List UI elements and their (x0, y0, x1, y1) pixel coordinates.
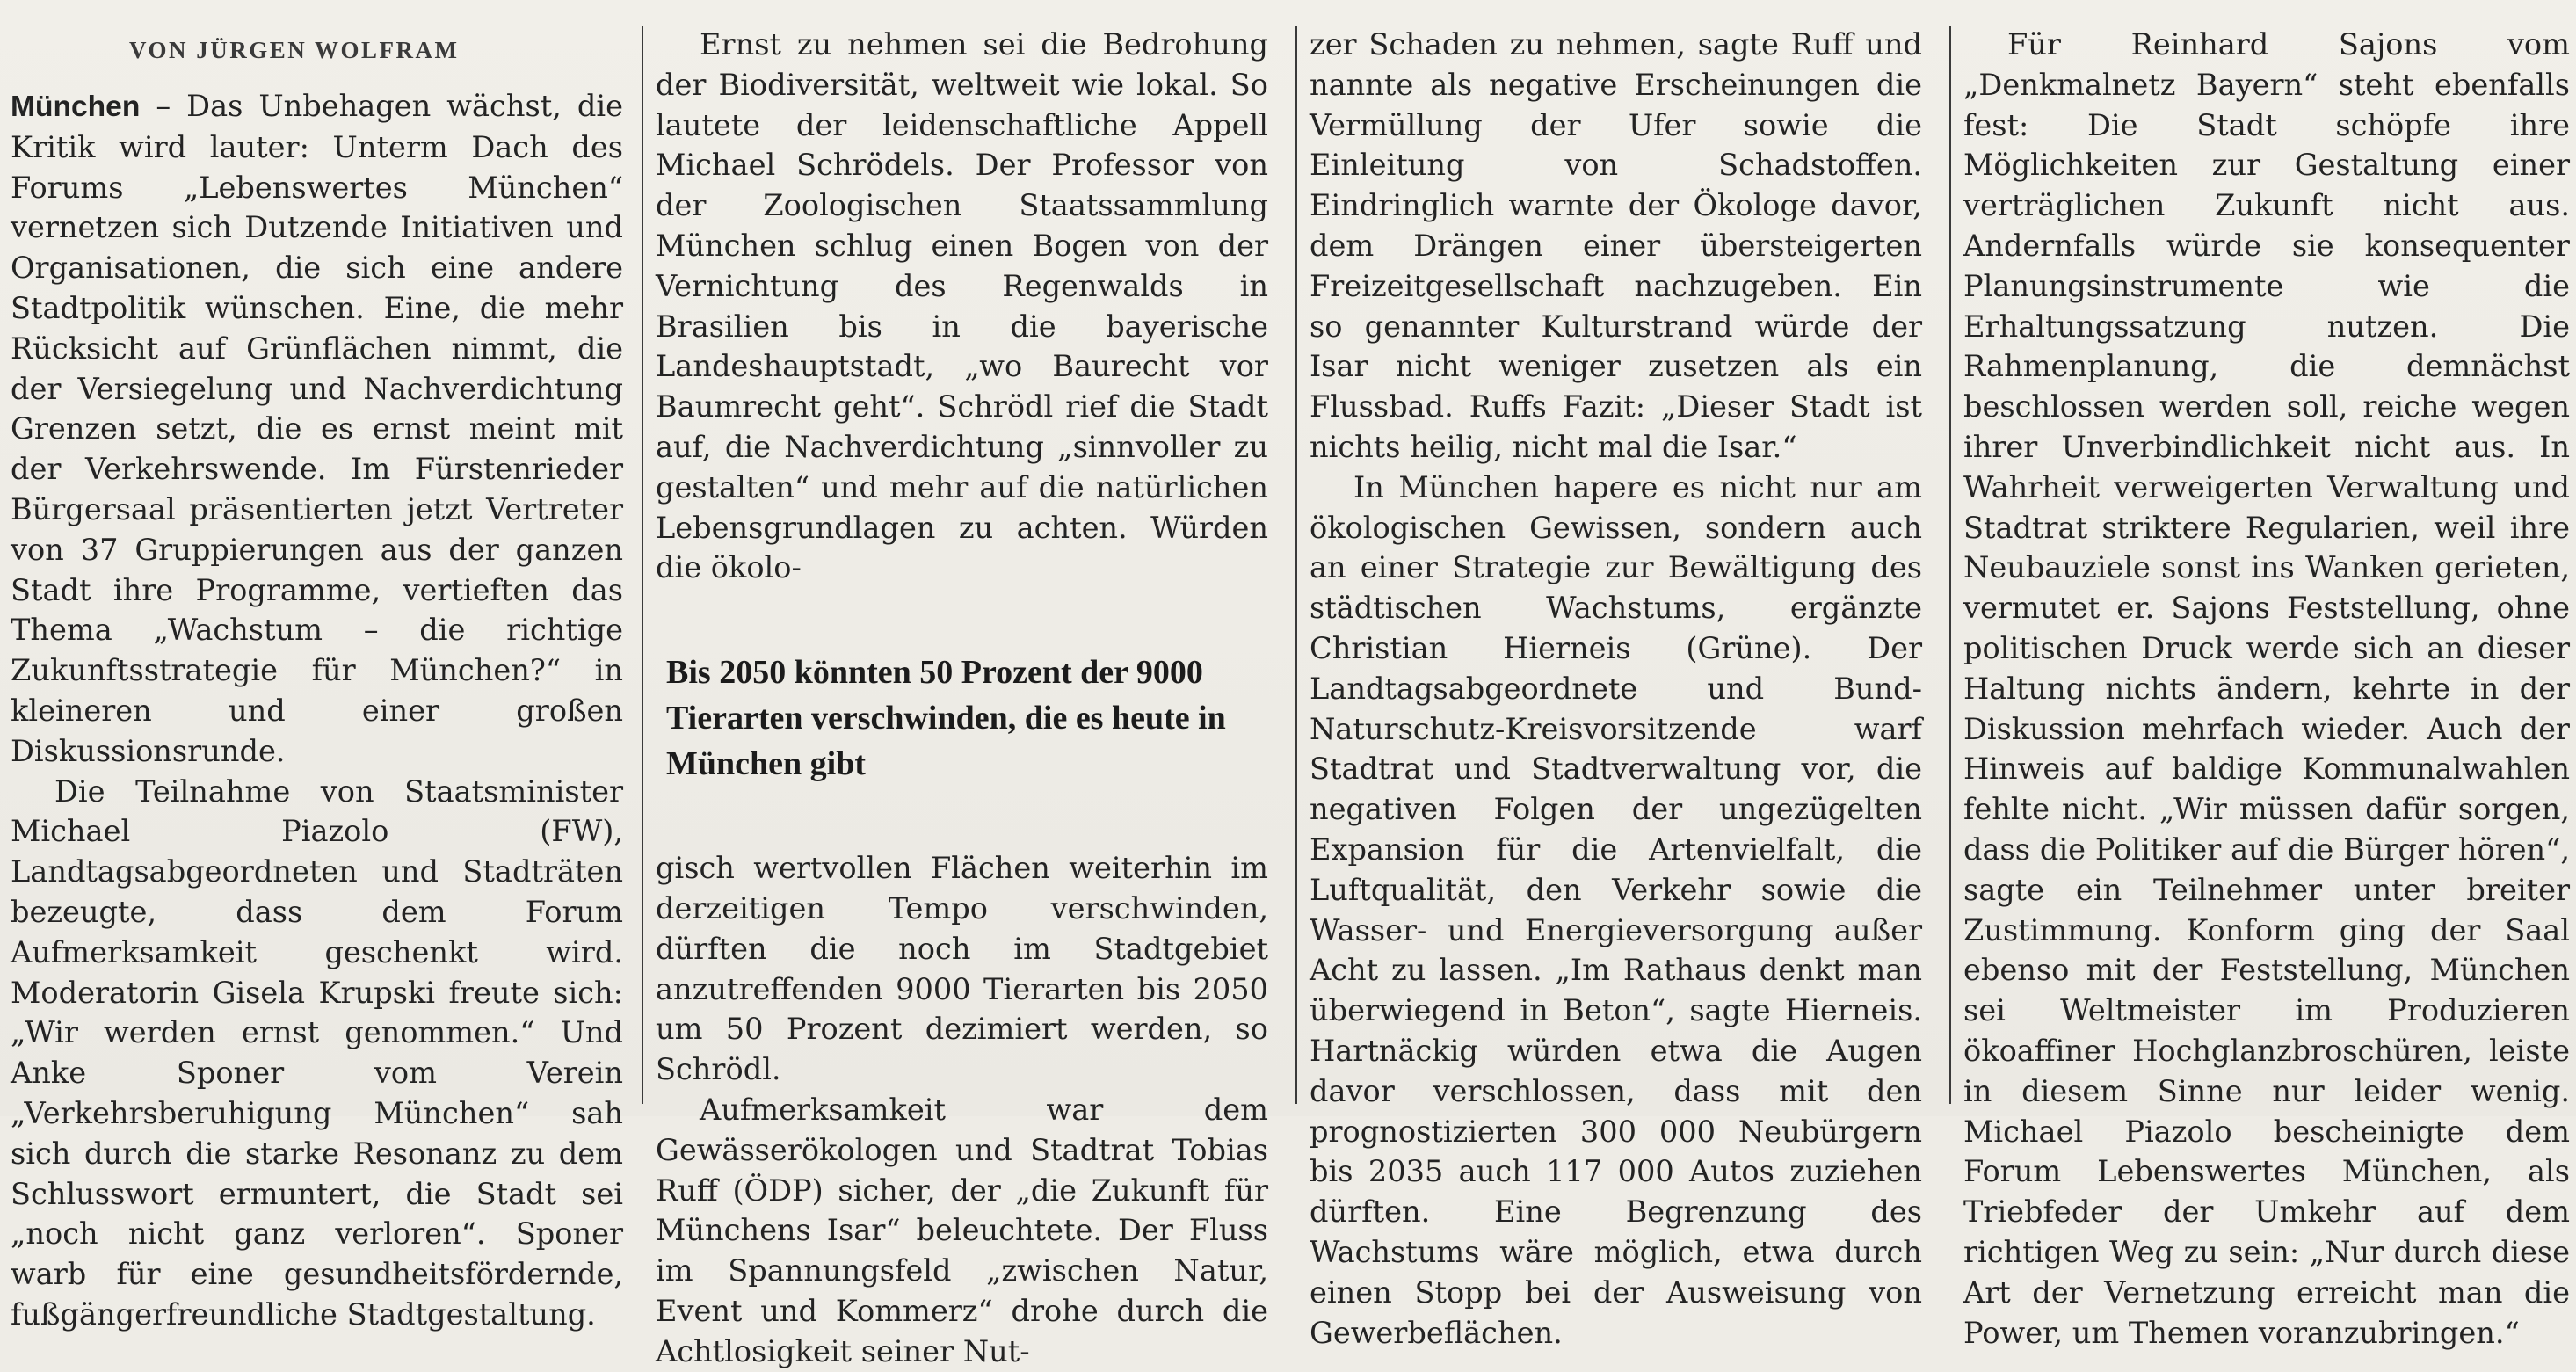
pull-quote-subhead: Bis 2050 könnten 50 Prozent der 9000 Tierarten verschwinden, die es heute in München gibt (666, 654, 1226, 783)
article-paragraph (11, 86, 623, 772)
article-paragraph: gisch wertvollen Flächen weiterhin im derzeitigen Tempo verschwinden, dürften die noch im Stadtgebiet anzutreffenden 9000 Tierarten bis 2050 um 50 Prozent dezimiert werden, so Schrödl. (656, 851, 1268, 1087)
byline: VON JÜRGEN WOLFRAM (129, 37, 460, 63)
article-paragraph: Ernst zu nehmen sei die Bedrohung der Biodiversität, weltweit wie lokal. So lautete der leidenschaftliche Appell Michael Schrödels. Der Professor von der Zoologischen Staatssammlung München schlug einen Bogen von der Vernichtung des Regenwalds in Brasilien bis in die bayerische Landeshauptstadt, „wo Baurecht vor Baumrecht geht“. Schrödl rief die Stadt auf, die Nachverdichtung „sinnvoller zu gestalten“ und mehr auf die natürlichen Lebensgrundlagen zu achten. Würden die ökolo- (656, 27, 1268, 585)
article-column-2 (656, 25, 1268, 1368)
dateline: München (11, 91, 141, 123)
article-paragraph: Die Teilnahme von Staatsminister Michael Piazolo (FW), Landtagsabgeordneten und Stadträten bezeugte, dass dem Forum Aufmerksamkeit geschenkt wird. Moderatorin Gisela Krupski freute sich: „Wir werden ernst genommen.“ Und Anke Sponer vom Verein „Verkehrsberuhigung München“ sah sich durch die starke Resonanz zu dem Schlusswort ermuntert, die Stadt sei „noch nicht ganz verloren“. Sponer warb für eine gesundheitsfördernde, fußgängerfreundliche Stadtgestaltung. (11, 773, 623, 1332)
paragraph-text: – Das Unbehagen wächst, die Kritik wird lauter: Unterm Dach des Forums „Lebenswertes München“ vernetzen sich Dutzende Initiativen und Organisationen, die sich eine andere Stadtpolitik wünschen. Eine, die mehr Rücksicht auf Grünflächen nimmt, die der Versiegelung und Nachverdichtung Grenzen setzt, die es ernst meint mit der Verkehrswende. Im Fürstenrieder Bürgersaal präsentierten jetzt Vertreter von 37 Gruppierungen aus der ganzen Stadt ihre Programme, vertieften das Thema „Wachstum – die richtige Zukunftsstrategie für München?“ in kleineren und einer großen Diskussionsrunde. (11, 89, 623, 768)
column-divider (1949, 26, 1951, 1104)
article-column-1 (11, 25, 623, 1332)
column-divider (642, 26, 643, 1104)
article-paragraph: Für Reinhard Sajons vom „Denkmalnetz Bayern“ steht ebenfalls fest: Die Stadt schöpfe ihre Möglichkeiten zur Gestaltung einer verträglichen Zukunft nicht aus. Andernfalls würde sie konsequenter Planungsinstrumente wie die Erhaltungssatzung nutzen. Die Rahmenplanung, die demnächst beschlossen werden soll, reiche wegen ihrer Unverbindlichkeit nicht aus. In Wahrheit verweigerten Verwaltung und Stadtrat striktere Regularien, weil ihre Neubauziele sonst ins Wanken gerieten, vermutet er. Sajons Feststellung, ohne politischen Druck werde sich an dieser Haltung nichts ändern, kehrte in der Diskussion mehrfach wieder. Auch der Hinweis auf baldige Kommunalwahlen fehlte nicht. „Wir müssen dafür sorgen, dass die Politiker auf die Bürger hören“, sagte ein Teilnehmer unter breiter Zustimmung. Konform ging der Saal ebenso mit der Feststellung, München sei Weltmeister im Produzieren ökoaffiner Hochglanzbroschüren, leiste in diesem Sinne nur leider wenig. Michael Piazolo bescheinigte dem Forum Lebenswertes München, als Triebfeder der Umkehr auf dem richtigen Weg zu sein: „Nur durch diese Art der Vernetzung erreicht man die Power, um Themen voranzubringen.“ (1963, 27, 2570, 1350)
article-paragraph: Aufmerksamkeit war dem Gewässerökologen und Stadtrat Tobias Ruff (ÖDP) sicher, der „die Zukunft für Münchens Isar“ beleuchtete. Der Fluss im Spannungsfeld „zwischen Natur, Event und Kommerz“ drohe durch die Achtlosigkeit seiner Nut- (656, 1092, 1268, 1368)
article-paragraph: In München hapere es nicht nur am ökologischen Gewissen, sondern auch an einer Strategie zur Bewältigung des städtischen Wachstums, ergänzte Christian Hierneis (Grüne). Der Landtagsabgeordnete und Bund-Naturschutz-Kreisvorsitzende warf Stadtrat und Stadtverwaltung vor, die negativen Folgen der ungezügelten Expansion für die Artenvielfalt, die Luftqualität, den Verkehr sowie die Wasser- und Energieversorgung außer Acht zu lassen. „Im Rathaus denkt man überwiegend in Beton“, sagte Hierneis. Hartnäckig würden etwa die Augen davor verschlossen, dass mit den prognostizierten 300 000 Neubürgern bis 2035 auch 117 000 Autos zuziehen dürften. Eine Begrenzung des Wachstums wäre möglich, etwa durch einen Stopp bei der Ausweisung von Gewerbeflächen. (1310, 469, 1922, 1350)
article-column-4 (1963, 25, 2570, 1350)
column-divider (1295, 26, 1297, 1104)
article-column-3 (1310, 25, 1922, 1350)
article-paragraph: zer Schaden zu nehmen, sagte Ruff und nannte als negative Erscheinungen die Vermüllung der Ufer sowie die Einleitung von Schadstoffen. Eindringlich warnte der Ökologe davor, dem Drängen einer übersteigerten Freizeitgesellschaft nachzugeben. Ein so genannter Kulturstrand würde der Isar nicht weniger zusetzen als ein Flussbad. Ruffs Fazit: „Dieser Stadt ist nichts heilig, nicht mal die Isar.“ (1310, 27, 1922, 464)
